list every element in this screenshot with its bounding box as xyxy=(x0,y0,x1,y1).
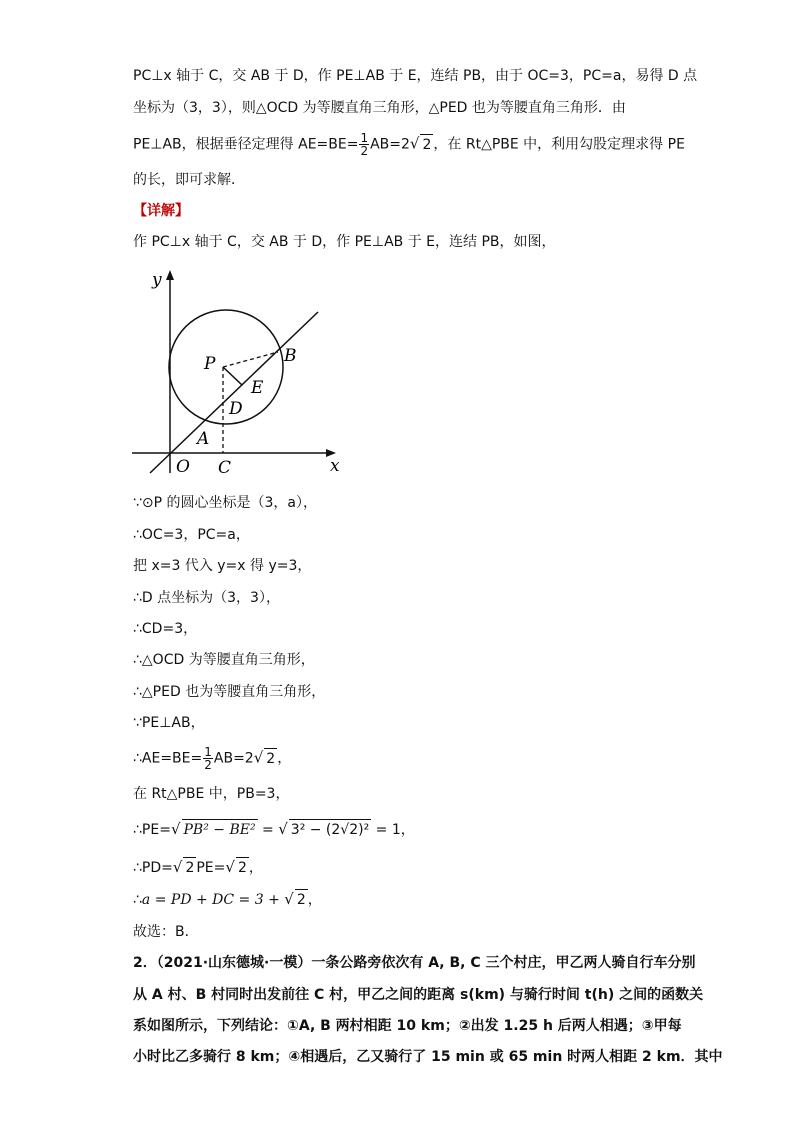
segment-pe xyxy=(223,367,242,385)
step-1: ∵⊙P 的圆心坐标是（3，a）， xyxy=(133,495,318,511)
label-e: E xyxy=(251,378,264,398)
radicand-2: 3² − (2√2)² xyxy=(289,819,371,840)
problem2-line-2: 从 A 村、B 村同时出发前往 C 村，甲乙之间的距离 s(km) 与骑行时间 t(h) 之间的函数关 xyxy=(133,987,704,1003)
label-x: x xyxy=(330,456,340,476)
fraction-denominator: 2 xyxy=(204,758,212,772)
step-11-post: ， xyxy=(400,822,415,838)
radicand: 2 xyxy=(295,889,308,910)
label-p: P xyxy=(204,354,216,374)
step-7: ∴△PED 也为等腰直角三角形， xyxy=(133,684,326,700)
label-d: D xyxy=(229,399,243,419)
step-11-result: = 1 xyxy=(375,822,401,838)
label-a: A xyxy=(197,429,210,449)
analysis-line-2: 坐标为（3，3），则△OCD 为等腰直角三角形，△PED 也为等腰直角三角形．由 xyxy=(133,100,626,116)
analysis-line-4: 的长，即可求解． xyxy=(133,172,245,188)
label-b: B xyxy=(284,346,297,366)
step-13-expression: a = PD + DC = 3 + xyxy=(141,892,280,908)
fraction-numerator: 1 xyxy=(204,745,212,759)
y-axis-arrow-icon xyxy=(166,270,174,280)
radicand-2: 2 xyxy=(236,857,249,878)
analysis-line-1: PC⊥x 轴于 C，交 AB 于 D，作 PE⊥AB 于 E，连结 PB，由于 OC=3，PC=a，易得 D 点 xyxy=(133,68,698,84)
sqrt-sign-icon: √ xyxy=(409,134,420,153)
step-13-text: ∴ xyxy=(133,892,142,908)
sqrt-sign-icon: √ xyxy=(253,748,264,767)
label-y: y xyxy=(152,270,162,290)
geometry-figure xyxy=(130,268,350,483)
fraction-denominator: 2 xyxy=(360,144,369,158)
step-3: 把 x=3 代入 y=x 得 y=3， xyxy=(133,558,312,574)
analysis-line-3-mid: AB=2 xyxy=(370,136,410,153)
step-12-text: ∴PD= xyxy=(133,860,173,876)
sqrt-sign-icon: √ xyxy=(284,890,294,908)
analysis-line-3-text: PE⊥AB，根据垂径定理得 AE=BE= xyxy=(133,136,359,153)
step-13-post: ， xyxy=(307,892,322,908)
problem2-line-3: 系如图所示，下列结论：①A, B 两村相距 10 km；②出发 1.25 h 后两人相遇；③甲每 xyxy=(133,1018,682,1034)
label-o: O xyxy=(176,457,190,477)
radicand-1: PB² − BE² xyxy=(182,819,258,840)
problem2-line-4: 小时比乙多骑行 8 km；④相遇后，乙又骑行了 15 min 或 65 min 时两人相距 2 km．其中 xyxy=(133,1049,723,1065)
fraction-half xyxy=(203,746,213,771)
step-11-equals: = xyxy=(262,822,274,838)
sqrt-sign-icon: √ xyxy=(225,858,235,876)
step-9-text: ∴AE=BE= xyxy=(133,750,203,767)
sqrt-sign-icon: √ xyxy=(172,858,183,876)
analysis-line-3-post: ，在 Rt△PBE 中，利用勾股定理求得 PE xyxy=(433,136,685,153)
step-12 xyxy=(133,857,263,878)
step-2: ∴OC=3，PC=a， xyxy=(133,527,250,543)
step-6: ∴△OCD 为等腰直角三角形， xyxy=(133,652,315,668)
detail-intro: 作 PC⊥x 轴于 C，交 AB 于 D，作 PE⊥AB 于 E，连结 PB，如图， xyxy=(133,234,556,250)
step-11 xyxy=(133,819,415,840)
radicand: 2 xyxy=(264,748,277,769)
radicand: 2 xyxy=(183,857,196,878)
step-13 xyxy=(133,889,322,910)
detail-heading: 【详解】 xyxy=(133,203,189,219)
step-12-post: ， xyxy=(248,860,263,876)
sqrt-sign-icon: √ xyxy=(278,820,288,838)
step-10: 在 Rt△PBE 中，PB=3， xyxy=(133,786,290,802)
step-5: ∴CD=3， xyxy=(133,621,198,637)
step-14: 故选：B． xyxy=(133,924,199,940)
segment-pb xyxy=(223,352,278,367)
radicand: 2 xyxy=(420,134,433,155)
step-9 xyxy=(133,746,291,771)
step-8: ∵PE⊥AB， xyxy=(133,715,205,731)
step-9-mid: AB=2 xyxy=(213,750,254,767)
label-c: C xyxy=(218,458,232,478)
fraction-half xyxy=(359,132,369,157)
sqrt-sign-icon: √ xyxy=(170,820,181,838)
step-9-post: ， xyxy=(277,750,292,767)
fraction-numerator: 1 xyxy=(360,131,369,145)
analysis-line-3 xyxy=(133,132,685,157)
circle-p xyxy=(169,310,283,424)
step-12-mid: PE= xyxy=(196,860,226,876)
problem2-line-1: 2．（2021·山东德城·一模）一条公路旁依次有 A, B, C 三个村庄，甲乙两人骑自行车分别 xyxy=(133,955,696,971)
step-11-text: ∴PE= xyxy=(133,822,171,838)
step-4: ∴D 点坐标为（3，3）， xyxy=(133,590,280,606)
